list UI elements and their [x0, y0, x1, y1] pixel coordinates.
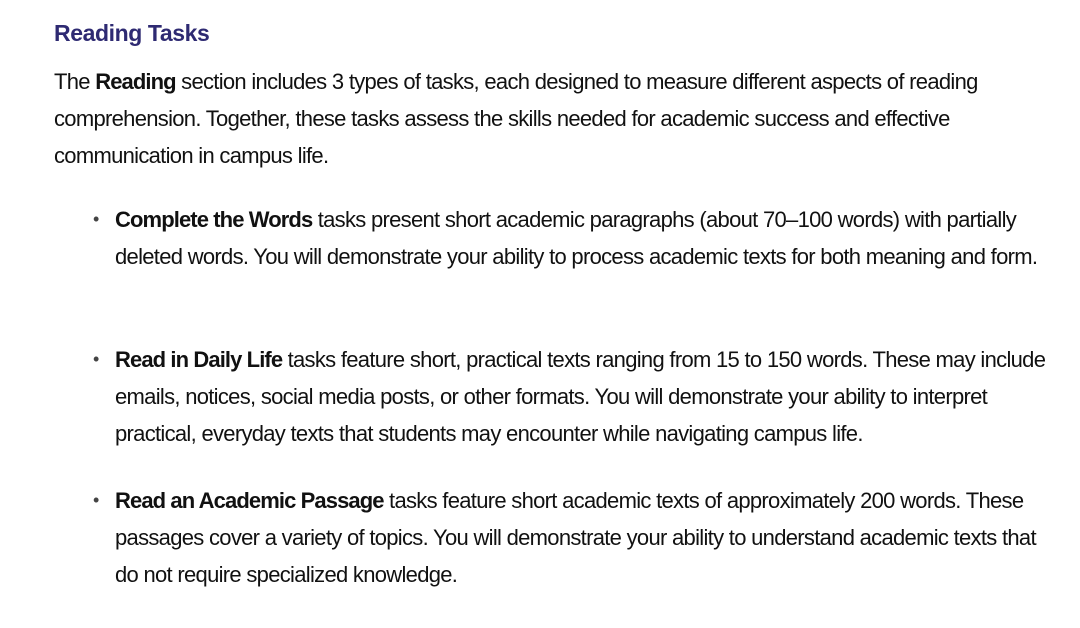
- task-term: Complete the Words: [115, 207, 313, 232]
- bullet-icon: •: [93, 209, 99, 229]
- bullet-icon: •: [93, 349, 99, 369]
- intro-bold-term: Reading: [95, 69, 176, 94]
- task-description: tasks feature short, practical texts ranging from 15 to 150 words. These may include emails, notices, social media posts, or other formats. You will demonstrate your ability to interpret practical, everyday texts that students may encounter while navigating campus life.: [115, 347, 1046, 446]
- section-heading: Reading Tasks: [54, 20, 210, 46]
- task-description: tasks feature short academic texts of approximately 200 words. These passages cover a variety of topics. You will demonstrate your ability to understand academic texts that do not require specialized knowledge.: [115, 488, 1036, 587]
- task-item-read-in-daily-life: [93, 341, 1050, 452]
- task-item-complete-the-words: [93, 201, 1050, 275]
- task-item-read-an-academic-passage: [93, 482, 1050, 593]
- task-term: Read in Daily Life: [115, 347, 283, 372]
- intro-paragraph: [54, 63, 1054, 174]
- task-description: tasks present short academic paragraphs (about 70–100 words) with partially deleted words. You will demonstrate your ability to process academic texts for both meaning and form.: [115, 207, 1038, 269]
- bullet-icon: •: [93, 490, 99, 510]
- intro-prefix: The: [54, 69, 96, 94]
- task-term: Read an Academic Passage: [115, 488, 384, 513]
- intro-text: section includes 3 types of tasks, each designed to measure different aspects of reading comprehension. Together, these tasks assess the skills needed for academic success and effective communication in campus life.: [54, 69, 978, 168]
